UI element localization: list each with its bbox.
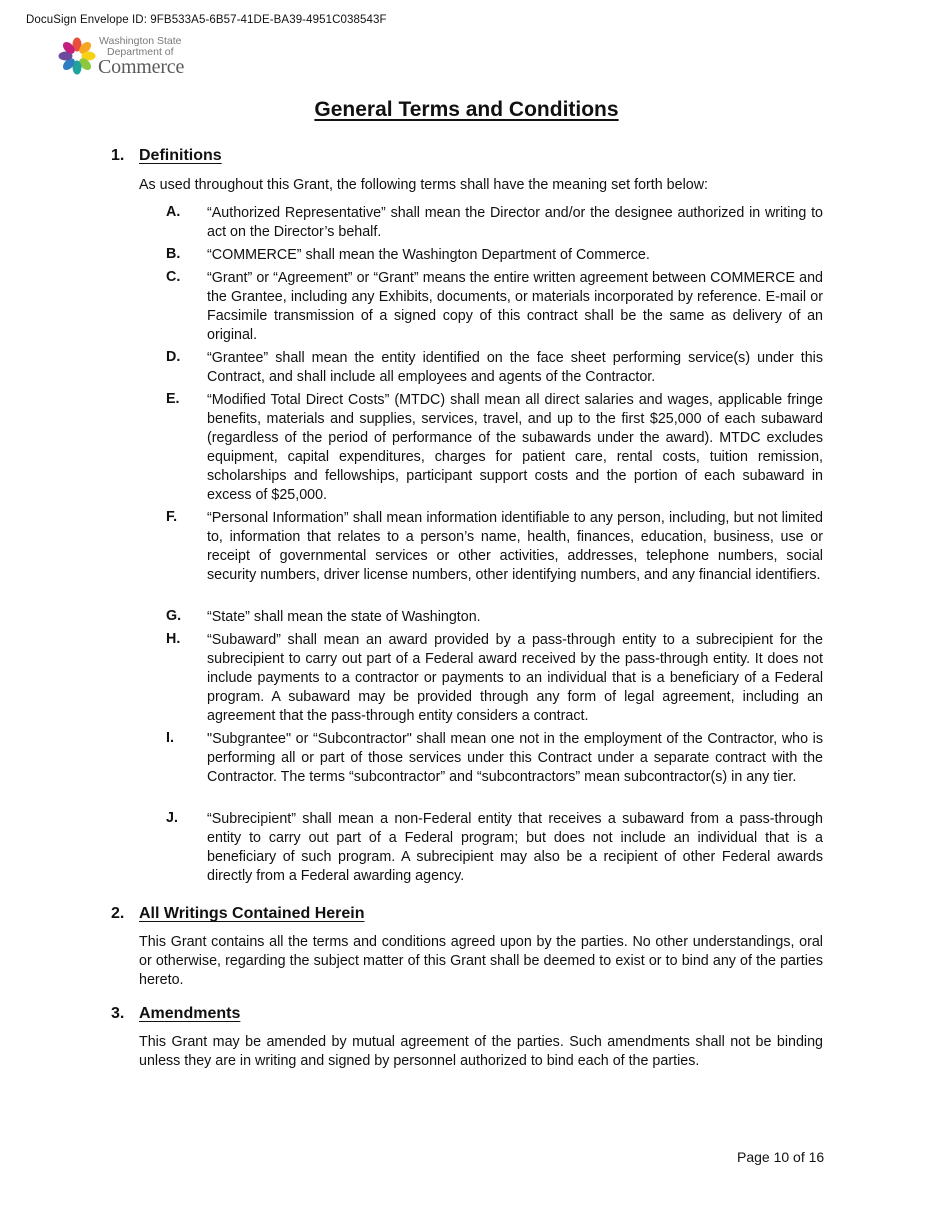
starburst-logo-icon [57,36,97,76]
definition-h-text: “Subaward” shall mean an award provided by a pass-through entity to a subrecipient for the subrecipient to carry out part of a Federal award received by the pass-through entity. It does not include payments to a contractor or payments to an individual that is a beneficiary of a Federal program. A subaward may be provided through any form of legal agreement, including an agreement that the pass-through entity considers a contract. [207,632,823,724]
definition-h-letter: H. [166,631,181,647]
definition-e-letter: E. [166,391,180,407]
logo-line-1: Washington State [99,35,182,47]
section-1-intro: As used throughout this Grant, the following terms shall have the meaning set forth below: [139,177,709,193]
definition-d-text: “Grantee” shall mean the entity identified on the face sheet performing service(s) under this Contract, and shall include all employees and agents of the Contractor. [207,350,823,385]
section-3-body: This Grant may be amended by mutual agreement of the parties. Such amendments shall not be binding unless they are in writing and signed by personnel authorized to bind each of the parties. [139,1034,823,1069]
section-1-title: Definitions [139,147,222,164]
section-2-title: All Writings Contained Herein [139,905,365,922]
definition-g-text: “State” shall mean the state of Washington. [207,609,481,625]
page-title: General Terms and Conditions [314,98,619,121]
section-3-title: Amendments [139,1005,241,1022]
definition-a-letter: A. [166,204,181,220]
definition-f-letter: F. [166,509,178,525]
logo-line-2: Department of [107,46,174,58]
definition-b-text: “COMMERCE” shall mean the Washington Department of Commerce. [207,247,650,263]
envelope-id: DocuSign Envelope ID: 9FB533A5-6B57-41DE-BA39-4951C038543F [26,14,387,26]
section-1-number: 1. [111,147,125,164]
definition-e-text: “Modified Total Direct Costs” (MTDC) shall mean all direct salaries and wages, applicable fringe benefits, materials and supplies, services, travel, and up to the first $25,000 of each subaward (regardless of the period of performance of the subawards under the award). MTDC excludes equipment, capital expenditures, charges for patient care, rental costs, tuition remission, scholarships and fellowships, participant support costs and the portion of each subaward in excess of $25,000. [207,392,823,503]
definition-d-letter: D. [166,349,181,365]
definition-i-text: "Subgrantee" or “Subcontractor" shall mean one not in the employment of the Contractor, who is performing all or part of those services under this Contract under a separate contract with the Contractor. The terms “subcontractor” and “subcontractors” mean subcontractor(s) in any tier. [207,731,823,785]
definition-a-text: “Authorized Representative” shall mean the Director and/or the designee authorized in writing to act on the Director’s behalf. [207,205,823,240]
definition-b-letter: B. [166,246,181,262]
section-3-number: 3. [111,1005,125,1022]
definition-g-letter: G. [166,608,182,624]
definition-f-text: “Personal Information” shall mean information identifiable to any person, including, but not limited to, information that relates to a person’s name, health, finances, education, business, use or receipt of governmental services or other activities, addresses, telephone numbers, social security numbers, driver license numbers, other identifying numbers, and any financial identifiers. [207,510,823,583]
definition-c-text: “Grant” or “Agreement” or “Grant” means the entire written agreement between COMMERCE and the Grantee, including any Exhibits, documents, or materials incorporated by reference. E-mail or Facsimile transmission of a signed copy of this contract shall be the same as delivery of an original. [207,270,823,343]
section-2-number: 2. [111,905,125,922]
definition-j-text: “Subrecipient” shall mean a non-Federal entity that receives a subaward from a pass-through entity to carry out part of a Federal program; but does not include an individual that is a beneficiary of such program. A subrecipient may also be a recipient of other Federal awards directly from a Federal awarding agency. [207,811,823,884]
definition-c-letter: C. [166,269,181,285]
definition-i-letter: I. [166,730,174,746]
logo-center [73,52,82,61]
definition-j-letter: J. [166,810,178,826]
page-number: Page 10 of 16 [737,1149,825,1165]
section-2-body: This Grant contains all the terms and conditions agreed upon by the parties. No other understandings, oral or otherwise, regarding the subject matter of this Grant shall be deemed to exist or to bind any of the parties hereto. [139,934,823,988]
commerce-logo [57,36,197,78]
logo-line-3: Commerce [98,56,185,78]
